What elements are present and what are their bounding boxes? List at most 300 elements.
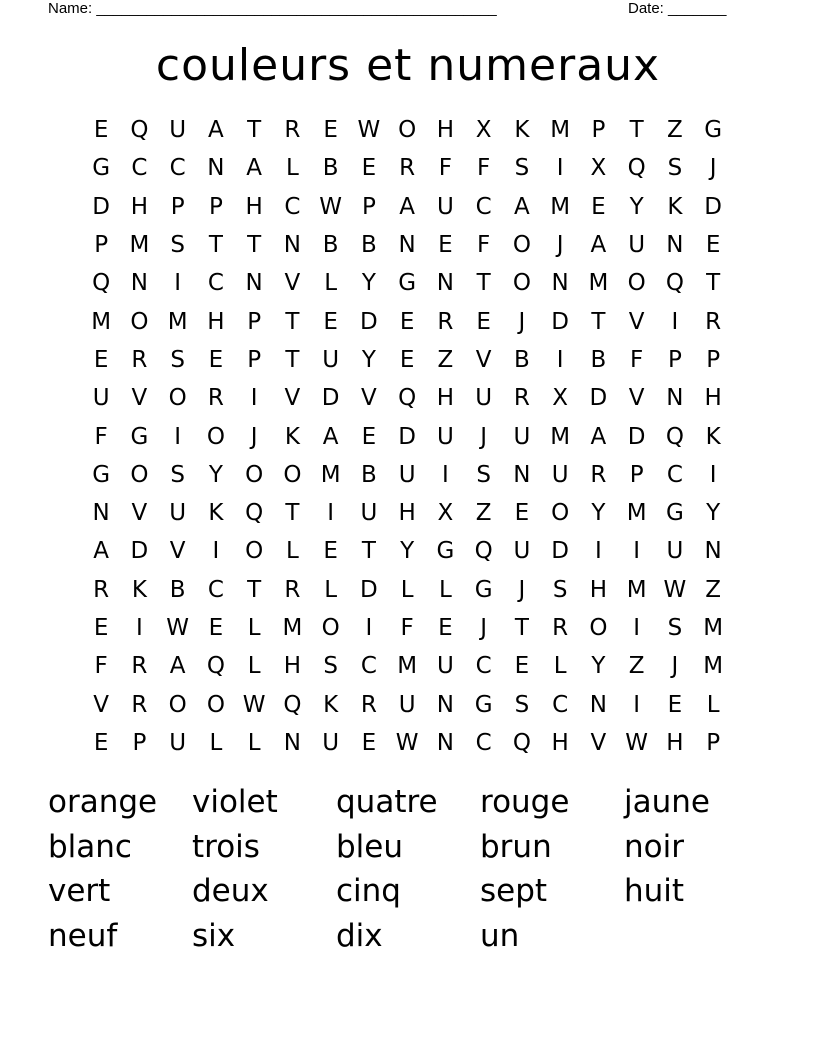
- grid-letter: O: [512, 270, 531, 297]
- grid-letter: C: [552, 691, 569, 718]
- grid-letter: G: [130, 423, 149, 450]
- word-bank-item: un: [480, 917, 520, 954]
- grid-letter: U: [436, 193, 454, 220]
- grid-letter: W: [319, 193, 342, 220]
- grid-letter: A: [399, 193, 415, 220]
- grid-letter: F: [400, 615, 414, 641]
- grid-letter: K: [131, 576, 147, 603]
- grid-letter: U: [513, 538, 531, 565]
- grid-letter: V: [131, 500, 148, 527]
- grid-letter: L: [285, 538, 299, 565]
- grid-letter: I: [174, 270, 182, 297]
- grid-letter: H: [245, 193, 263, 220]
- grid-letter: A: [169, 653, 186, 680]
- grid-letter: N: [589, 691, 607, 718]
- grid-letter: J: [250, 423, 258, 450]
- grid-letter: B: [590, 346, 607, 373]
- grid-letter: W: [395, 729, 419, 756]
- grid-letter: J: [671, 653, 679, 680]
- grid-letter: O: [206, 691, 225, 718]
- grid-letter: T: [591, 308, 606, 335]
- grid-letter: R: [590, 461, 607, 488]
- grid-letter: Y: [361, 270, 376, 297]
- grid-letter: O: [168, 691, 187, 718]
- grid-letter: C: [207, 576, 224, 603]
- grid-letter: N: [130, 270, 148, 297]
- grid-letter: M: [550, 193, 571, 220]
- grid-letter: R: [93, 576, 110, 603]
- word-bank-item: sept: [480, 873, 548, 909]
- grid-letter: R: [399, 155, 416, 182]
- grid-letter: G: [704, 117, 723, 144]
- grid-letter: O: [589, 615, 608, 641]
- grid-letter: G: [665, 500, 684, 527]
- grid-letter: V: [628, 308, 645, 335]
- grid-letter: V: [284, 385, 301, 412]
- grid-letter: H: [436, 385, 455, 412]
- grid-letter: N: [436, 270, 454, 297]
- grid-letter: I: [556, 155, 564, 182]
- grid-letter: P: [247, 308, 262, 335]
- grid-letter: X: [437, 500, 454, 527]
- grid-letter: E: [93, 346, 109, 373]
- grid-letter: T: [247, 576, 262, 603]
- grid-letter: N: [245, 270, 263, 297]
- grid-letter: E: [323, 117, 338, 144]
- grid-letter: P: [94, 232, 109, 259]
- grid-letter: S: [552, 576, 568, 603]
- grid-letter: Y: [361, 346, 376, 373]
- header-line: [48, 0, 748, 18]
- word-bank-item: quatre: [336, 784, 438, 820]
- grid-letter: S: [170, 346, 185, 373]
- word-bank-item: bleu: [336, 828, 404, 865]
- grid-letter: E: [705, 232, 721, 259]
- grid-letter: T: [629, 117, 644, 144]
- grid-letter: Z: [666, 117, 683, 144]
- grid-letter: Q: [283, 691, 302, 718]
- grid-letter: B: [360, 461, 377, 488]
- grid-letter: Q: [92, 270, 111, 297]
- grid-letter: B: [513, 346, 530, 373]
- grid-letter: A: [208, 117, 224, 144]
- grid-letter: M: [320, 461, 341, 488]
- grid-letter: C: [207, 270, 224, 297]
- grid-letter: T: [285, 346, 300, 373]
- grid-letter: P: [591, 117, 606, 144]
- word-bank-item: dix: [336, 917, 383, 954]
- grid-letter: B: [169, 576, 186, 603]
- grid-letter: W: [166, 615, 189, 641]
- grid-letter: G: [398, 270, 417, 297]
- grid-letter: N: [92, 500, 110, 527]
- grid-letter: T: [208, 232, 223, 259]
- grid-letter: A: [590, 232, 607, 259]
- grid-letter: Y: [208, 461, 223, 488]
- grid-letter: U: [551, 461, 569, 488]
- grid-letter: N: [666, 385, 684, 412]
- grid-letter: D: [398, 423, 416, 450]
- grid-letter: H: [130, 193, 149, 220]
- grid-letter: Q: [665, 423, 684, 450]
- grid-letter: I: [250, 385, 258, 412]
- grid-letter: F: [94, 423, 108, 450]
- grid-letter: M: [550, 423, 571, 450]
- grid-letter: R: [552, 615, 569, 641]
- grid-letter: N: [398, 232, 416, 259]
- grid-letter: U: [169, 729, 187, 756]
- grid-letter: C: [475, 653, 492, 680]
- grid-letter: Q: [206, 653, 225, 680]
- grid-letter: S: [514, 691, 530, 718]
- grid-letter: K: [323, 691, 339, 718]
- word-bank-item: jaune: [624, 784, 710, 820]
- grid-letter: U: [628, 232, 646, 259]
- grid-letter: K: [667, 193, 683, 220]
- grid-letter: H: [436, 117, 455, 144]
- grid-letter: A: [322, 423, 339, 450]
- grid-letter: L: [247, 653, 261, 680]
- grid-letter: U: [169, 500, 187, 527]
- word-bank-item: violet: [192, 784, 278, 820]
- grid-letter: R: [131, 653, 148, 680]
- grid-letter: C: [666, 461, 683, 488]
- word-bank-item: blanc: [48, 828, 132, 865]
- grid-letter: X: [590, 155, 607, 182]
- puzzle-title: couleurs et numeraux: [155, 40, 661, 91]
- grid-letter: W: [663, 576, 687, 603]
- grid-letter: O: [206, 423, 225, 450]
- grid-letter: X: [475, 117, 492, 144]
- grid-letter: S: [514, 155, 530, 182]
- grid-letter: D: [92, 193, 110, 220]
- word-bank-item: noir: [624, 828, 684, 865]
- grid-letter: S: [170, 232, 185, 259]
- date-field-label: Date: _______: [628, 0, 727, 17]
- grid-letter: Q: [398, 385, 417, 412]
- grid-letter: T: [476, 270, 491, 297]
- grid-letter: K: [284, 423, 300, 450]
- grid-letter: P: [170, 193, 185, 220]
- grid-letter: L: [438, 576, 452, 603]
- grid-letter: V: [628, 385, 645, 412]
- grid-letter: R: [284, 576, 301, 603]
- grid-letter: L: [285, 155, 299, 182]
- grid-letter: C: [284, 193, 301, 220]
- word-bank-item: neuf: [48, 917, 118, 954]
- grid-letter: N: [436, 691, 454, 718]
- grid-letter: M: [129, 232, 150, 259]
- word-bank-item: cinq: [336, 873, 401, 909]
- grid-letter: Y: [629, 193, 644, 220]
- grid-letter: Y: [706, 500, 721, 527]
- grid-letter: H: [704, 385, 722, 412]
- grid-letter: E: [208, 615, 224, 641]
- grid-letter: O: [398, 117, 417, 144]
- grid-letter: N: [207, 155, 225, 182]
- grid-letter: D: [551, 538, 569, 565]
- grid-letter: G: [436, 538, 455, 565]
- grid-letter: I: [633, 691, 641, 718]
- grid-letter: I: [633, 615, 641, 641]
- grid-letter: M: [397, 653, 418, 680]
- word-bank-item: trois: [192, 828, 260, 865]
- grid-letter: A: [246, 155, 262, 182]
- grid-letter: Y: [400, 538, 415, 565]
- grid-letter: B: [322, 155, 339, 182]
- grid-letter: E: [93, 615, 109, 641]
- grid-letter: M: [703, 615, 724, 641]
- grid-letter: U: [666, 538, 684, 565]
- grid-letter: O: [245, 461, 264, 488]
- grid-letter: U: [169, 117, 187, 144]
- grid-letter: M: [282, 615, 303, 641]
- grid-letter: L: [400, 576, 414, 603]
- grid-letter: J: [709, 155, 717, 182]
- grid-letter: M: [91, 308, 112, 335]
- grid-letter: P: [361, 193, 376, 220]
- grid-letter: X: [552, 385, 568, 412]
- grid-letter: Z: [705, 576, 721, 603]
- grid-letter: E: [399, 308, 415, 335]
- grid-letter: F: [630, 346, 644, 373]
- grid-letter: F: [477, 232, 491, 259]
- grid-letter: Q: [474, 538, 493, 565]
- grid-letter: W: [625, 729, 648, 756]
- grid-letter: P: [629, 461, 644, 488]
- grid-letter: N: [666, 232, 684, 259]
- grid-letter: T: [285, 308, 300, 335]
- grid-letter: E: [361, 423, 377, 450]
- grid-letter: I: [174, 423, 182, 450]
- grid-letter: A: [514, 193, 530, 220]
- grid-letter: Q: [130, 117, 149, 144]
- word-bank-item: huit: [624, 873, 685, 909]
- grid-letter: I: [441, 461, 449, 488]
- grid-letter: O: [627, 270, 646, 297]
- grid-letter: D: [589, 385, 608, 412]
- grid-letter: G: [92, 155, 111, 182]
- grid-letter: T: [285, 500, 300, 527]
- grid-letter: O: [130, 308, 149, 335]
- grid-letter: G: [92, 461, 111, 488]
- grid-letter: L: [553, 653, 567, 680]
- grid-letter: H: [207, 308, 225, 335]
- grid-letter: D: [360, 576, 378, 603]
- grid-letter: R: [360, 691, 377, 718]
- grid-letter: S: [476, 461, 491, 488]
- grid-letter: N: [283, 232, 301, 259]
- grid-letter: Z: [628, 653, 645, 680]
- grid-letter: T: [706, 270, 721, 297]
- grid-letter: U: [513, 423, 531, 450]
- grid-letter: V: [361, 385, 377, 412]
- grid-letter: U: [92, 385, 110, 412]
- grid-letter: N: [513, 461, 531, 488]
- grid-letter: I: [633, 538, 641, 565]
- grid-letter: D: [130, 538, 149, 565]
- grid-letter: O: [130, 461, 149, 488]
- grid-letter: E: [93, 117, 109, 144]
- grid-letter: O: [283, 461, 302, 488]
- grid-letter: U: [322, 729, 340, 756]
- grid-letter: W: [242, 691, 266, 718]
- grid-letter: L: [247, 729, 261, 756]
- grid-letter: I: [556, 346, 564, 373]
- grid-letter: T: [247, 117, 262, 144]
- grid-letter: P: [208, 193, 223, 220]
- grid-letter: G: [474, 576, 493, 603]
- word-bank-item: rouge: [480, 784, 570, 820]
- grid-letter: Y: [591, 653, 606, 680]
- grid-letter: D: [704, 193, 722, 220]
- grid-letter: C: [169, 155, 186, 182]
- grid-letter: A: [590, 423, 607, 450]
- grid-letter: D: [551, 308, 569, 335]
- grid-letter: E: [361, 729, 377, 756]
- grid-letter: B: [322, 232, 339, 259]
- grid-letter: P: [667, 346, 682, 373]
- grid-letter: R: [513, 385, 530, 412]
- grid-letter: J: [480, 423, 488, 450]
- grid-letter: L: [324, 576, 338, 603]
- grid-letter: I: [365, 615, 373, 641]
- grid-letter: O: [321, 615, 340, 641]
- grid-letter: E: [514, 500, 530, 527]
- grid-letter: U: [360, 500, 378, 527]
- grid-letter: E: [514, 653, 530, 680]
- grid-letter: F: [438, 155, 452, 182]
- grid-letter: M: [550, 117, 571, 144]
- grid-letter: E: [93, 729, 109, 756]
- grid-letter: M: [703, 653, 724, 680]
- grid-letter: I: [135, 615, 143, 641]
- grid-letter: D: [627, 423, 646, 450]
- grid-letter: K: [208, 500, 224, 527]
- grid-letter: U: [436, 423, 454, 450]
- grid-letter: H: [551, 729, 569, 756]
- grid-letter: Y: [591, 500, 606, 527]
- word-bank-item: six: [192, 917, 236, 954]
- grid-letter: S: [170, 461, 185, 488]
- grid-letter: E: [591, 193, 606, 220]
- grid-letter: U: [322, 346, 340, 373]
- grid-letter: T: [361, 538, 376, 565]
- grid-letter: H: [283, 653, 302, 680]
- grid-letter: C: [475, 729, 492, 756]
- grid-letter: R: [284, 117, 301, 144]
- grid-letter: E: [438, 615, 453, 641]
- grid-letter: I: [327, 500, 335, 527]
- grid-letter: D: [360, 308, 378, 335]
- grid-letter: P: [132, 729, 147, 756]
- grid-letter: C: [131, 155, 148, 182]
- grid-letter: U: [398, 691, 416, 718]
- grid-letter: L: [247, 615, 261, 641]
- grid-letter: Q: [245, 500, 264, 527]
- grid-letter: T: [247, 232, 262, 259]
- grid-letter: U: [398, 461, 416, 488]
- grid-letter: E: [399, 346, 415, 373]
- grid-letter: H: [666, 729, 684, 756]
- grid-letter: E: [323, 308, 338, 335]
- grid-letter: J: [518, 308, 526, 335]
- grid-letter: O: [551, 500, 570, 527]
- grid-letter: Q: [627, 155, 646, 182]
- grid-letter: E: [361, 155, 377, 182]
- grid-letter: R: [207, 385, 224, 412]
- word-bank-item: vert: [48, 873, 111, 909]
- grid-letter: V: [169, 538, 186, 565]
- grid-letter: F: [477, 155, 491, 182]
- letter-grid: [82, 111, 732, 762]
- grid-letter: I: [709, 461, 717, 488]
- grid-letter: J: [556, 232, 564, 259]
- grid-letter: H: [589, 576, 608, 603]
- word-bank-item: deux: [192, 873, 269, 909]
- grid-letter: C: [360, 653, 377, 680]
- grid-letter: L: [209, 729, 223, 756]
- grid-letter: L: [706, 691, 720, 718]
- grid-letter: W: [357, 117, 381, 144]
- word-bank: [48, 780, 768, 958]
- grid-letter: Z: [437, 346, 454, 373]
- grid-letter: N: [551, 270, 569, 297]
- grid-letter: V: [284, 270, 301, 297]
- grid-letter: E: [323, 538, 338, 565]
- grid-letter: S: [667, 155, 683, 182]
- grid-letter: C: [475, 193, 492, 220]
- grid-letter: S: [323, 653, 338, 680]
- grid-letter: P: [706, 729, 721, 756]
- grid-letter: J: [518, 576, 526, 603]
- grid-letter: L: [324, 270, 338, 297]
- grid-letter: O: [245, 538, 264, 565]
- grid-letter: R: [131, 691, 148, 718]
- name-field-label: Name: ________________________________________________: [48, 0, 497, 17]
- grid-letter: V: [131, 385, 148, 412]
- grid-letter: B: [360, 232, 377, 259]
- grid-letter: K: [514, 117, 530, 144]
- grid-letter: P: [706, 346, 721, 373]
- grid-letter: Q: [512, 729, 531, 756]
- grid-letter: V: [475, 346, 492, 373]
- grid-letter: E: [667, 691, 683, 718]
- grid-letter: M: [167, 308, 188, 335]
- grid-letter: G: [474, 691, 493, 718]
- grid-letter: N: [283, 729, 301, 756]
- grid-letter: D: [321, 385, 340, 412]
- grid-letter: E: [476, 308, 491, 335]
- grid-letter: J: [480, 615, 488, 641]
- grid-letter: Q: [665, 270, 684, 297]
- grid-letter: E: [208, 346, 224, 373]
- grid-letter: O: [168, 385, 187, 412]
- grid-letter: U: [436, 653, 454, 680]
- grid-letter: M: [626, 576, 647, 603]
- word-bank-item: brun: [480, 828, 552, 865]
- grid-letter: P: [247, 346, 262, 373]
- grid-letter: T: [514, 615, 529, 641]
- word-bank-item: orange: [48, 784, 158, 820]
- grid-letter: I: [671, 308, 679, 335]
- grid-letter: F: [94, 653, 108, 680]
- grid-letter: R: [131, 346, 148, 373]
- grid-letter: N: [436, 729, 454, 756]
- grid-letter: N: [704, 538, 722, 565]
- grid-letter: V: [590, 729, 607, 756]
- grid-letter: V: [93, 691, 109, 718]
